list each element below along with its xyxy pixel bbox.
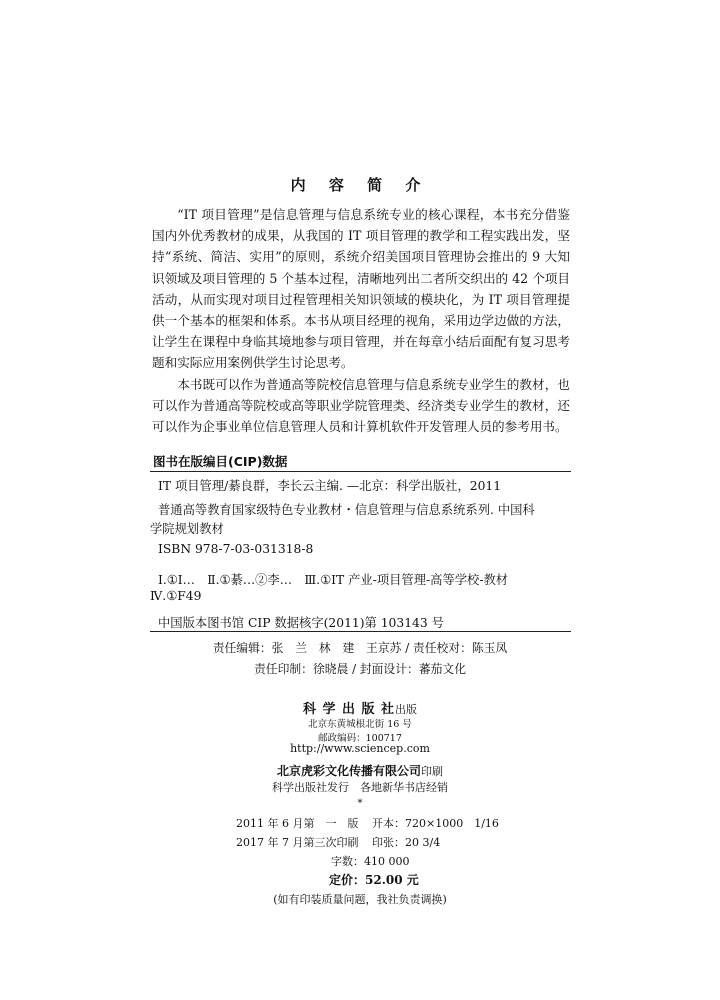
cip-subjects-line-2: Ⅳ.①F49 (150, 589, 202, 603)
printed-sheets: 印张：20 3/4 (372, 836, 441, 849)
credits-line-1: 责任编辑：张 兰 林 建 王京苏 / 责任校对：陈玉凤 (212, 641, 508, 655)
cip-top-rule (150, 471, 571, 472)
cip-bottom-rule (150, 631, 571, 632)
credits-line-2: 责任印制：徐晓晨 / 封面设计：蕃茄文化 (253, 662, 467, 676)
printer-suffix: 印刷 (421, 765, 443, 778)
summary-text (152, 204, 570, 437)
publisher-address: 北京东黄城根北街 16 号 (308, 719, 412, 730)
publisher-suffix: 出版 (395, 703, 418, 716)
cip-series-line-1: 普通高等教育国家级特色专业教材・信息管理与信息系统系列. 中国科 (158, 503, 535, 517)
distribution: 科学出版社发行 各地新华书店经销 (272, 781, 448, 794)
publisher-postcode: 邮政编码：100717 (318, 733, 402, 744)
printer-name: 北京虎彩文化传播有限公司 (276, 764, 421, 778)
publisher-line (0, 698, 720, 717)
summary-paragraph-2: 本书既可以作为普通高等院校信息管理与信息系统专业学生的教材，也可以作为普通高等院校或高等职业学院管理类、经济类专业学生的教材，还可以作为企事业单位信息管理人员和计算机软件开发管理人员的参考用书。 (152, 376, 570, 435)
word-count: 字数：410 000 (331, 855, 410, 868)
summary-title: 内 容 简 介 (290, 176, 430, 194)
edition-date: 2011 年 6 月第 一 版 (236, 817, 359, 830)
printer-line (0, 760, 720, 779)
cip-number: 中国版本图书馆 CIP 数据核字(2011)第 103143 号 (158, 616, 444, 630)
cip-main-entry: IT 项目管理/綦良群，李长云主编. —北京：科学出版社，2011 (158, 479, 502, 493)
cip-series-line-2: 学院规划教材 (150, 522, 224, 536)
publisher-website: http://www.sciencep.com (290, 742, 430, 755)
price: 定价：52.00 元 (329, 873, 419, 887)
cip-subjects-line-1: Ⅰ.①I… Ⅱ.①綦…②李… Ⅲ.①IT 产业-项目管理-高等学校-教材 (158, 573, 509, 587)
cip-isbn: ISBN 978-7-03-031318-8 (158, 542, 314, 556)
publisher-name: 科 学 出 版 社 (302, 702, 396, 717)
print-quality-notice: (如有印装质量问题，我社负责调换) (273, 893, 447, 906)
separator-asterisk: * (357, 798, 363, 809)
summary-paragraph-1: “IT 项目管理”是信息管理与信息系统专业的核心课程，本书充分借鉴国内外优秀教材的成果，从我国的 IT 项目管理的教学和工程实践出发，坚持“系统、简洁、实用”的原则，系统介绍美国项目管理协会推出的 9 大知识领域及项目管理的 5 个基本过程，清晰地列出二者所交织出的 42 个项目活动，从而实现对项目过程管理相关知识领域的模块化，为 IT 项目管理提供一个基本的框架和体系。本书从项目经理的视角，采用边学边做的方法，让学生在课程中身临其境地参与项目管理，并在每章小结后面配有复习思考题和实际应用案例供学生讨论思考。 (152, 207, 570, 371)
book-format: 开本：720×1000 1/16 (372, 817, 499, 830)
print-date: 2017 年 7 月第三次印刷 (236, 836, 359, 849)
cip-header: 图书在版编目(CIP)数据 (153, 454, 288, 469)
